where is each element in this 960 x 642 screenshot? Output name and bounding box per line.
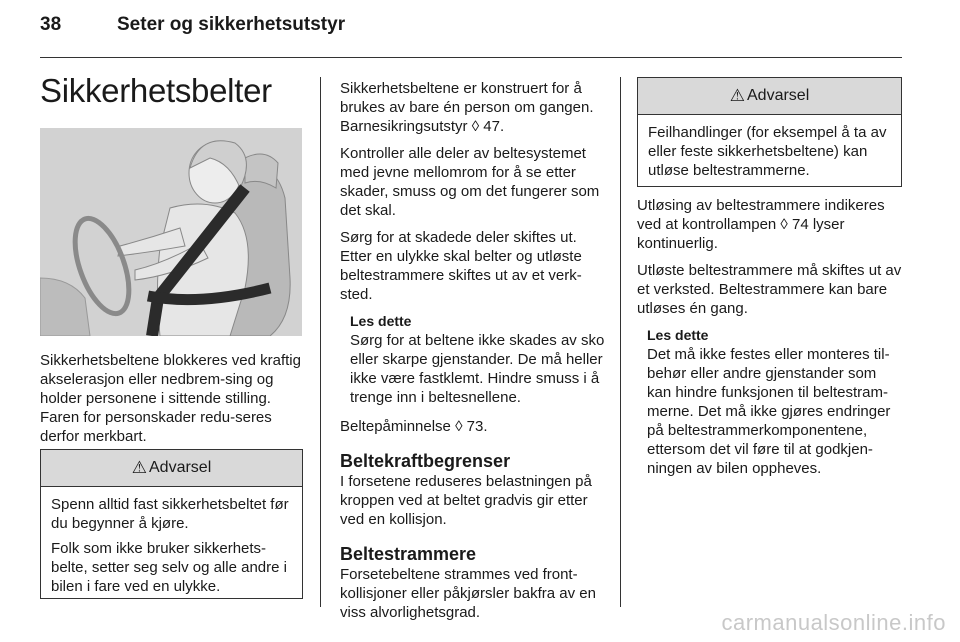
warning-triangle-icon: ⚠ [131,458,147,477]
col2-paragraph-1: Sikkerhetsbeltene er konstruert for å brukes av bare én person om gangen. Barnesikringsutstyr ◊ 47. [340,80,594,135]
heading-belt-force-limiter: Beltekraftbegrenser [340,451,511,471]
warning-body-2 [638,115,901,192]
warning-heading-1: Advarsel [149,459,212,476]
col2-paragraph-3: Sørg for at skadede deler skiftes ut. Etter en ulykke skal belter og utløste beltestrammere skiftes ut av et verk-sted. [340,229,582,303]
intro-paragraph: Sikkerhetsbeltene blokkeres ved kraftig akselerasjon eller nedbrem-sing og holder personene i sittende stilling. Faren for personskader redu-seres derfor merkbart. [40,352,301,445]
heading-belt-tensioners: Beltestrammere [340,544,477,564]
column-separator-2 [620,77,621,607]
warning-header-2 [638,78,901,115]
warning-header-1 [41,450,302,487]
warning-body-1 [41,487,302,608]
belt-reminder-reference: Beltepåminnelse ◊ 73. [340,418,488,435]
note-label-1: Les dette [350,313,412,329]
column-3-text [637,196,903,488]
warning-heading-2: Advarsel [747,87,810,104]
note-text-1: Sørg for at beltene ikke skades av sko eller skarpe gjenstander. De må heller ikke være fastklemt. Hindre smuss i å trenge inn i beltesnellene. [350,332,605,406]
warning-triangle-icon: ⚠ [729,86,745,105]
note-box-1 [340,312,605,407]
col3-paragraph-2: Utløste beltestrammere må skiftes ut av et verksted. Beltestrammere kan bare utløses én gang. [637,262,902,317]
col3-paragraph-1: Utløsing av beltestrammere indikeres ved at kontrollampen ◊ 74 lyser kontinuerlig. [637,197,885,252]
column-2-text [340,79,605,630]
warning-2-paragraph-1: Feilhandlinger (for eksempel å ta av eller feste sikkerhetsbeltene) kan utløse beltestrammerne. [648,124,887,179]
section-title: Sikkerhetsbelter [40,72,272,109]
note-text-2: Det må ikke festes eller monteres til-behør eller andre gjenstander som kan hindre funksjonen til beltestram-merne. Det må ikke gjøres endringer på beltestrammerkomponentene, ettersom det vil føre til at godkjen-ningen av bilen oppheves. [647,346,891,477]
header-rule [40,57,902,58]
note-label-2: Les dette [647,327,709,343]
note-box-2 [637,326,903,478]
warning-box-2 [637,77,902,187]
warning-1-paragraph-1: Spenn alltid fast sikkerhetsbeltet før du begynner å kjøre. [51,496,289,532]
running-title: Seter og sikkerhetsutstyr [117,14,346,35]
column-1-text [40,351,306,454]
column-separator-1 [320,77,321,607]
seatbelt-illustration [40,128,302,336]
watermark: carmanualsonline.info [721,610,946,635]
page-number: 38 [40,14,62,35]
tensioner-paragraph: Forsetebeltene strammes ved front-kollisjoner eller påkjørsler bakfra av en viss alvorlighetsgrad. [340,566,596,621]
col2-paragraph-2: Kontroller alle deler av beltesystemet med jevne mellomrom for å se etter skader, smuss og om det fungerer som det skal. [340,145,600,219]
seatbelt-illustration-svg [40,128,302,336]
limiter-paragraph: I forsetene reduseres belastningen på kroppen ved at beltet gradvis gir etter ved en kollisjon. [340,473,592,528]
warning-1-paragraph-2: Folk som ikke bruker sikkerhets-belte, setter seg selv og alle andre i bilen i fare ved en ulykke. [51,540,287,595]
warning-box-1 [40,449,303,599]
